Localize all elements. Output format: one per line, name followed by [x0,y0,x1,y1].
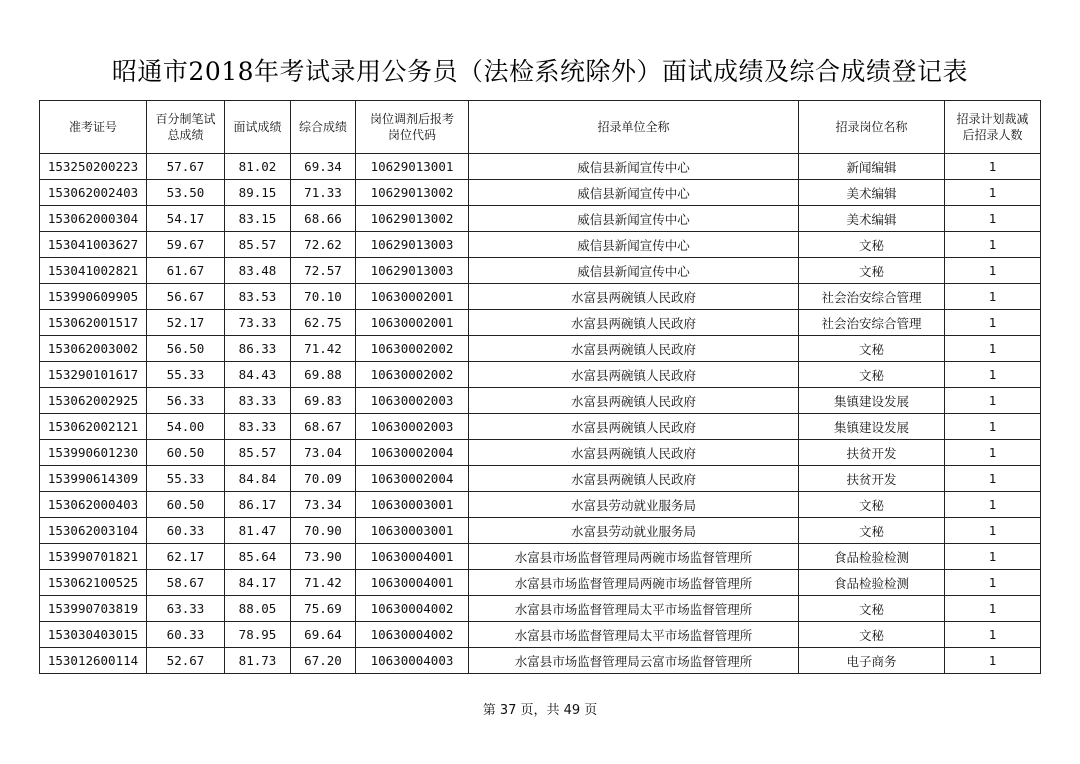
cell-unit-name: 水富县劳动就业服务局 [469,492,799,518]
cell-written-score: 56.33 [147,388,225,414]
cell-position-name: 美术编辑 [799,206,945,232]
table-row [40,622,1041,648]
cell-unit-name: 威信县新闻宣传中心 [469,206,799,232]
column-header-exam-id [40,101,147,154]
cell-hiring-count: 1 [945,232,1041,258]
cell-position-name: 文秘 [799,596,945,622]
cell-hiring-count: 1 [945,154,1041,180]
cell-hiring-count: 1 [945,206,1041,232]
cell-written-score: 56.50 [147,336,225,362]
cell-written-score: 52.17 [147,310,225,336]
column-header-position-code [356,101,469,154]
column-header-label: 招录计划裁减 [956,112,1029,126]
cell-exam-id: 153012600114 [40,648,147,674]
cell-position-code: 10630002001 [356,284,469,310]
cell-written-score: 57.67 [147,154,225,180]
cell-interview-score: 83.33 [225,388,291,414]
column-header-label: 总成绩 [167,128,204,142]
cell-hiring-count: 1 [945,180,1041,206]
page-title: 昭通市2018年考试录用公务员（法检系统除外）面试成绩及综合成绩登记表 [111,57,969,86]
cell-interview-score: 84.17 [225,570,291,596]
cell-position-name: 文秘 [799,622,945,648]
cell-written-score: 56.67 [147,284,225,310]
cell-total-score: 71.33 [291,180,356,206]
column-header-label: 招录单位全称 [597,120,670,134]
cell-total-score: 69.34 [291,154,356,180]
cell-written-score: 63.33 [147,596,225,622]
cell-unit-name: 威信县新闻宣传中心 [469,232,799,258]
cell-written-score: 60.33 [147,622,225,648]
table-row [40,154,1041,180]
column-header-position-name [799,101,945,154]
cell-position-code: 10629013002 [356,206,469,232]
cell-total-score: 68.66 [291,206,356,232]
cell-written-score: 58.67 [147,570,225,596]
column-header-unit-name [469,101,799,154]
cell-hiring-count: 1 [945,648,1041,674]
cell-position-name: 文秘 [799,362,945,388]
cell-position-code: 10630002001 [356,310,469,336]
cell-written-score: 60.50 [147,440,225,466]
table-row [40,336,1041,362]
cell-total-score: 68.67 [291,414,356,440]
cell-position-code: 10630002003 [356,388,469,414]
table-row [40,206,1041,232]
cell-hiring-count: 1 [945,622,1041,648]
cell-exam-id: 153290101617 [40,362,147,388]
cell-hiring-count: 1 [945,258,1041,284]
cell-interview-score: 83.33 [225,414,291,440]
cell-total-score: 69.64 [291,622,356,648]
cell-hiring-count: 1 [945,414,1041,440]
cell-unit-name: 水富县两碗镇人民政府 [469,284,799,310]
column-header-hiring-count [945,101,1041,154]
cell-interview-score: 81.73 [225,648,291,674]
cell-total-score: 73.90 [291,544,356,570]
cell-position-name: 食品检验检测 [799,544,945,570]
cell-interview-score: 85.64 [225,544,291,570]
cell-position-code: 10629013001 [356,154,469,180]
cell-unit-name: 水富县市场监督管理局两碗市场监督管理所 [469,570,799,596]
table-row [40,544,1041,570]
cell-written-score: 60.33 [147,518,225,544]
column-header-label: 后招录人数 [962,128,1023,142]
column-header-total-score [291,101,356,154]
cell-total-score: 71.42 [291,336,356,362]
cell-position-name: 美术编辑 [799,180,945,206]
cell-interview-score: 86.33 [225,336,291,362]
cell-position-code: 10630002004 [356,466,469,492]
cell-position-code: 10630003001 [356,518,469,544]
cell-exam-id: 153062003002 [40,336,147,362]
cell-interview-score: 83.48 [225,258,291,284]
cell-hiring-count: 1 [945,388,1041,414]
column-header-label: 准考证号 [68,120,117,134]
cell-position-name: 文秘 [799,336,945,362]
cell-hiring-count: 1 [945,544,1041,570]
column-header-written-score [147,101,225,154]
cell-position-code: 10630002002 [356,336,469,362]
cell-total-score: 70.10 [291,284,356,310]
cell-hiring-count: 1 [945,466,1041,492]
cell-interview-score: 84.43 [225,362,291,388]
cell-interview-score: 83.15 [225,206,291,232]
cell-exam-id: 153062003104 [40,518,147,544]
cell-position-code: 10630003001 [356,492,469,518]
cell-written-score: 55.33 [147,362,225,388]
cell-unit-name: 水富县市场监督管理局两碗市场监督管理所 [469,544,799,570]
cell-position-name: 扶贫开发 [799,466,945,492]
score-table [39,100,1041,674]
cell-written-score: 61.67 [147,258,225,284]
table-row [40,570,1041,596]
cell-interview-score: 85.57 [225,232,291,258]
header-row [40,101,1041,154]
cell-exam-id: 153062002925 [40,388,147,414]
cell-exam-id: 153062001517 [40,310,147,336]
table-row [40,414,1041,440]
cell-position-code: 10630002004 [356,440,469,466]
cell-unit-name: 水富县两碗镇人民政府 [469,336,799,362]
cell-unit-name: 威信县新闻宣传中心 [469,154,799,180]
cell-total-score: 73.34 [291,492,356,518]
cell-hiring-count: 1 [945,362,1041,388]
cell-hiring-count: 1 [945,336,1041,362]
cell-position-code: 10630002002 [356,362,469,388]
table-row [40,648,1041,674]
cell-position-name: 文秘 [799,232,945,258]
table-row [40,232,1041,258]
column-header-label: 招录岗位名称 [835,120,908,134]
cell-hiring-count: 1 [945,492,1041,518]
cell-written-score: 53.50 [147,180,225,206]
cell-position-name: 社会治安综合管理 [799,284,945,310]
cell-exam-id: 153990614309 [40,466,147,492]
cell-written-score: 55.33 [147,466,225,492]
cell-position-code: 10630004002 [356,622,469,648]
table-row [40,440,1041,466]
cell-exam-id: 153062000403 [40,492,147,518]
cell-hiring-count: 1 [945,440,1041,466]
cell-position-code: 10630002003 [356,414,469,440]
cell-position-name: 文秘 [799,518,945,544]
table-row [40,284,1041,310]
cell-interview-score: 88.05 [225,596,291,622]
cell-unit-name: 水富县市场监督管理局太平市场监督管理所 [469,622,799,648]
cell-exam-id: 153062100525 [40,570,147,596]
cell-position-name: 集镇建设发展 [799,388,945,414]
cell-exam-id: 153990609905 [40,284,147,310]
cell-position-code: 10629013002 [356,180,469,206]
cell-exam-id: 153041003627 [40,232,147,258]
cell-exam-id: 153062000304 [40,206,147,232]
table-header [40,101,1041,154]
cell-position-name: 食品检验检测 [799,570,945,596]
cell-hiring-count: 1 [945,518,1041,544]
table-row [40,310,1041,336]
cell-total-score: 72.62 [291,232,356,258]
cell-hiring-count: 1 [945,570,1041,596]
cell-position-code: 10629013003 [356,258,469,284]
cell-unit-name: 水富县市场监督管理局云富市场监督管理所 [469,648,799,674]
cell-total-score: 75.69 [291,596,356,622]
cell-position-name: 文秘 [799,492,945,518]
cell-position-name: 扶贫开发 [799,440,945,466]
cell-hiring-count: 1 [945,310,1041,336]
cell-interview-score: 73.33 [225,310,291,336]
cell-interview-score: 85.57 [225,440,291,466]
column-header-label: 百分制笔试 [155,112,216,126]
cell-unit-name: 水富县两碗镇人民政府 [469,414,799,440]
table-row [40,466,1041,492]
table-body [40,154,1041,674]
cell-position-name: 社会治安综合管理 [799,310,945,336]
cell-exam-id: 153062002121 [40,414,147,440]
cell-unit-name: 水富县两碗镇人民政府 [469,440,799,466]
column-header-interview-score [225,101,291,154]
cell-exam-id: 153062002403 [40,180,147,206]
cell-written-score: 60.50 [147,492,225,518]
cell-total-score: 70.09 [291,466,356,492]
cell-total-score: 72.57 [291,258,356,284]
cell-position-code: 10630004002 [356,596,469,622]
cell-exam-id: 153250200223 [40,154,147,180]
cell-unit-name: 水富县两碗镇人民政府 [469,310,799,336]
cell-written-score: 59.67 [147,232,225,258]
cell-written-score: 52.67 [147,648,225,674]
cell-unit-name: 水富县劳动就业服务局 [469,518,799,544]
table-row [40,362,1041,388]
cell-unit-name: 威信县新闻宣传中心 [469,258,799,284]
column-header-label: 岗位代码 [387,128,436,142]
cell-position-code: 10630004003 [356,648,469,674]
cell-interview-score: 83.53 [225,284,291,310]
cell-interview-score: 86.17 [225,492,291,518]
cell-total-score: 67.20 [291,648,356,674]
cell-interview-score: 89.15 [225,180,291,206]
cell-total-score: 71.42 [291,570,356,596]
cell-unit-name: 水富县两碗镇人民政府 [469,362,799,388]
table-row [40,492,1041,518]
cell-written-score: 62.17 [147,544,225,570]
table-row [40,180,1041,206]
cell-written-score: 54.17 [147,206,225,232]
column-header-label: 岗位调剂后报考 [369,112,454,126]
cell-total-score: 62.75 [291,310,356,336]
column-header-label: 面试成绩 [233,120,282,134]
cell-unit-name: 水富县两碗镇人民政府 [469,388,799,414]
cell-exam-id: 153990703819 [40,596,147,622]
cell-interview-score: 81.02 [225,154,291,180]
cell-exam-id: 153041002821 [40,258,147,284]
cell-position-code: 10629013003 [356,232,469,258]
cell-unit-name: 威信县新闻宣传中心 [469,180,799,206]
cell-hiring-count: 1 [945,284,1041,310]
column-header-label: 综合成绩 [298,120,347,134]
table-row [40,596,1041,622]
cell-written-score: 54.00 [147,414,225,440]
cell-unit-name: 水富县市场监督管理局太平市场监督管理所 [469,596,799,622]
cell-interview-score: 78.95 [225,622,291,648]
cell-total-score: 73.04 [291,440,356,466]
cell-position-name: 电子商务 [799,648,945,674]
cell-unit-name: 水富县两碗镇人民政府 [469,466,799,492]
cell-position-code: 10630004001 [356,544,469,570]
cell-position-name: 集镇建设发展 [799,414,945,440]
cell-total-score: 69.83 [291,388,356,414]
cell-total-score: 69.88 [291,362,356,388]
table-row [40,258,1041,284]
table-row [40,388,1041,414]
cell-exam-id: 153990701821 [40,544,147,570]
cell-position-name: 文秘 [799,258,945,284]
cell-interview-score: 81.47 [225,518,291,544]
cell-position-code: 10630004001 [356,570,469,596]
cell-hiring-count: 1 [945,596,1041,622]
page-number: 第 37 页，共 49 页 [482,703,598,718]
cell-exam-id: 153990601230 [40,440,147,466]
cell-interview-score: 84.84 [225,466,291,492]
cell-total-score: 70.90 [291,518,356,544]
table-row [40,518,1041,544]
cell-exam-id: 153030403015 [40,622,147,648]
cell-position-name: 新闻编辑 [799,154,945,180]
